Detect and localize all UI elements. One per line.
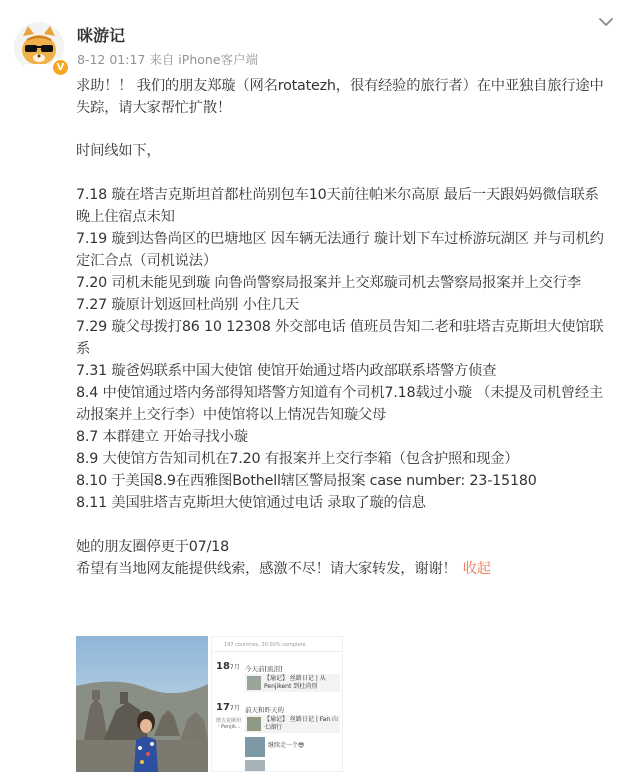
verified-badge: V	[51, 58, 70, 77]
entry-date: 177月	[216, 702, 240, 713]
entry-location: 塔吉克斯坦 ・Penjik...	[216, 718, 242, 730]
timeline-item: 7.20 司机未能见到璇 向鲁尚警察局报案并上交郑璇司机去警察局报案并上交行李	[76, 275, 581, 291]
moments-note: 她的朋友圈停更于07/18	[76, 539, 229, 555]
timeline-item: 7.18 璇在塔吉克斯坦首都杜尚别包车10天前往帕米尔高原 最后一天跟妈妈微信联系 晚上住宿点未知	[76, 187, 599, 225]
screenshot-caption: 197 countries, 30.00% complete	[224, 642, 306, 648]
closing-text: 希望有当地网友能提供线索，感激不尽！请大家转发，谢谢！	[76, 561, 457, 577]
timeline-list	[76, 184, 616, 514]
link-card	[245, 674, 340, 692]
image-thumbnail-photo[interactable]	[76, 636, 208, 772]
post-intro: 求助！！ 我们的朋友郑璇（网名rotatezh，很有经验的旅行者）在中亚独自旅行途中失踪，请大家帮忙扩散！	[76, 78, 604, 116]
collapse-link[interactable]: 收起	[462, 561, 491, 577]
timeline-heading: 时间线如下，	[76, 143, 161, 159]
entry-title: 今天前[流泪]	[245, 665, 283, 673]
entry-note: 继续走一个😎	[268, 742, 305, 749]
timeline-item: 8.9 大使馆方告知司机在7.20 有报案并上交行李箱（包含护照和现金）	[76, 451, 519, 467]
timeline-item: 8.10 于美国8.9在西雅图Bothell辖区警局报案 case number: 23-15180	[76, 473, 537, 489]
timeline-item: 7.31 璇爸妈联系中国大使馆 使馆开始通过塔内政部联系塔警方侦查	[76, 363, 497, 379]
divider	[212, 651, 342, 652]
card-text: 【瑜记】 丝路日记 | Fan 山 七湖行	[264, 716, 339, 731]
closing-line	[76, 558, 616, 580]
chevron-down-icon[interactable]	[597, 14, 615, 28]
timeline-item: 7.27 璇原计划返回杜尚别 小住几天	[76, 297, 299, 313]
photo-image-icon	[76, 636, 208, 772]
post-body	[76, 75, 616, 580]
entry-date: 187月	[216, 661, 240, 672]
timeline-item: 7.19 璇到达鲁尚区的巴塘地区 因车辆无法通行 璇计划下车过桥游玩湖区 并与司机约定汇合点（司机说法）	[76, 231, 604, 269]
photo-tile	[245, 760, 265, 772]
card-thumbnail	[247, 717, 261, 731]
card-thumbnail	[247, 676, 261, 690]
card-text: 【瑜记】 丝路日记 | 从 Penjikent 到杜尚别	[264, 675, 326, 690]
photo-tile	[245, 737, 265, 757]
timeline-item: 7.29 璇父母拨打86 10 12308 外交部电话 值班员告知二老和驻塔吉克斯坦大使馆联系	[76, 319, 604, 357]
timeline-item: 8.11 美国驻塔吉克斯坦大使馆通过电话 录取了璇的信息	[76, 495, 426, 511]
entry-title: 前天和昨天的	[245, 706, 284, 714]
timeline-item: 8.4 中使馆通过塔内务部得知塔警方知道有个司机7.18载过小璇 （未提及司机曾经主动报案并上交行李）中使馆将以上情况告知璇父母	[76, 385, 604, 423]
link-card	[245, 715, 340, 733]
post-meta: 8-12 01:17 来自 iPhone客户端	[77, 52, 259, 67]
author-name[interactable]: 咪游记	[77, 26, 126, 45]
timeline-item: 8.7 本群建立 开始寻找小璇	[76, 429, 248, 445]
image-thumbnail-screenshot[interactable]	[211, 636, 343, 772]
